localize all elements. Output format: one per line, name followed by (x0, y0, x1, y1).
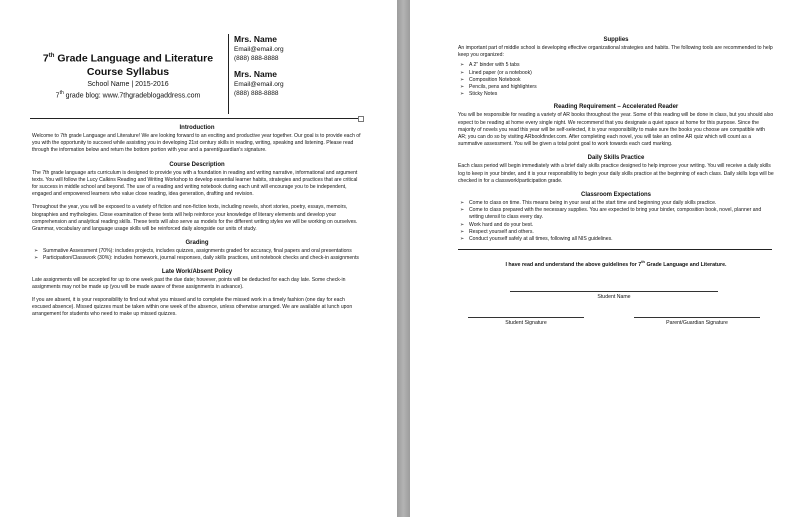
syllabus-header (28, 50, 228, 100)
reading-requirement-heading: Reading Requirement – Accelerated Reader (553, 104, 679, 111)
left-body (32, 124, 362, 325)
arrow-bullet-icon: ➢ (460, 236, 465, 243)
teacher-contact (234, 69, 354, 98)
parent-signature-label: Parent/Guardian Signature (666, 320, 728, 327)
expectations-list (458, 200, 774, 243)
list-item: ➢ Composition Notebook (460, 76, 521, 83)
student-signature-line[interactable] (468, 317, 584, 318)
arrow-bullet-icon: ➢ (460, 91, 465, 98)
header-rule (30, 118, 362, 119)
list-item: ➢ Come to class on time. This means being in your seat at the start time and beginning your daily skills practice. (460, 200, 717, 207)
list-item: ➢ Pencils, pens and highlighters (460, 84, 537, 91)
list-item: ➢ Respect yourself and others. (460, 228, 534, 235)
course-description-heading: Course Description (169, 161, 225, 168)
teacher-email: Email@email.org (234, 81, 284, 88)
signature-area (458, 291, 774, 371)
list-item: ➢ A 2" binder with 5 tabs (460, 62, 520, 69)
supplies-paragraph: An important part of middle school is developing effective organizational strategies and habits. The following tools are recommended to help keep you organized: (458, 45, 773, 59)
header-divider (228, 34, 229, 114)
arrow-bullet-icon: ➢ (460, 200, 465, 207)
course-subtitle: Course Syllabus (86, 65, 170, 78)
arrow-bullet-icon: ➢ (460, 76, 465, 83)
list-item: ➢ Lined paper (or a notebook) (460, 69, 532, 76)
list-item: ➢ Work hard and do your best. (460, 221, 534, 228)
page-gutter (397, 0, 410, 517)
parent-signature-line[interactable] (634, 317, 760, 318)
teacher-contacts (234, 34, 354, 104)
agreement-statement: I have read and understand the above guidelines for 7th Grade Language and Literature. (505, 259, 727, 269)
teacher-phone: (888) 888-8888 (234, 90, 279, 97)
page-2 (410, 0, 812, 517)
right-body (458, 36, 774, 371)
list-item: ➢ Come to class prepared with the necessary supplies. You are expected to bring your binder, composition book, novel, planner and writing utensil to class every day. (460, 207, 762, 221)
absent-paragraph: If you are absent, it is your responsibility to find out what you missed and to complete the missed work in a timely fashion (one day for each excused absence). Missed quizzes must be taken within one week of the absence, unless otherwise arranged. We are available at lunch upon arrangement for students who need to make up missed quizzes. (32, 297, 353, 318)
course-title: 7th Grade Language and Literature (42, 52, 214, 65)
list-item: ➢ Conduct yourself safely at all times, following all NIS guidelines. (460, 236, 613, 243)
student-signature-label: Student Signature (505, 320, 547, 327)
arrow-bullet-icon: ➢ (460, 207, 465, 214)
course-description-paragraph: The 7th grade language arts curriculum is designed to provide you with a foundation in reading and writing narrative, informational and argument texts. You will follow the Lucy Calkins Reading and Writing Workshop to develop essential learner habits, strategies and practices that are critical for success in middle school and beyond. The use of a reading and writing notebook during each unit will encourage you to be independent, engaged and empowered learners who value close reading, idea generation, drafting and revision. (32, 169, 358, 198)
grading-heading: Grading (185, 240, 209, 247)
intro-paragraph: Welcome to 7th grade Language and Literature! We are looking forward to an exciting and productive year together. Our goal is to provide each of you with the opportunity to succeed while assisting you in developing 21st century skills in reading, writing, speaking and listening. Please read through the information below and return the bottom portion with your and a parent/guardian's signature. (32, 133, 361, 154)
arrow-bullet-icon: ➢ (34, 248, 39, 255)
daily-skills-heading: Daily Skills Practice (587, 155, 645, 162)
arrow-bullet-icon: ➢ (34, 255, 39, 262)
teacher-name: Mrs. Name (234, 69, 277, 79)
arrow-bullet-icon: ➢ (460, 69, 465, 76)
teacher-phone: (888) 888-8888 (234, 55, 279, 62)
teacher-email: Email@email.org (234, 46, 284, 53)
grading-list (32, 248, 362, 262)
daily-skills-paragraph: Each class period will begin immediately with a brief daily skills practice designed to help improve your writing. You will receive a daily skills log to keep in your binder, and it is your responsibility to begin your daily skills practice at the beginning of each class. Daily skills logs will be checked in for a classwork/participation grade. (458, 163, 774, 184)
arrow-bullet-icon: ➢ (460, 221, 465, 228)
late-work-paragraph: Late assignments will be accepted for up to one week past the due date; however, points will be deducted for each day late. Some check-in assignments may not be made up (you will be made aware of these assignments in advance). (32, 276, 346, 290)
teacher-name: Mrs. Name (234, 34, 277, 44)
expectations-heading: Classroom Expectations (580, 192, 652, 199)
arrow-bullet-icon: ➢ (460, 62, 465, 69)
page-1 (0, 0, 397, 517)
list-item: ➢ Summative Assessment (70%): includes projects, includes quizzes, assignments graded for accuracy, final papers and oral presentations (34, 248, 352, 255)
signature-section-rule (458, 249, 772, 250)
arrow-bullet-icon: ➢ (460, 84, 465, 91)
intro-heading: Introduction (179, 125, 215, 131)
student-name-label: Student Name (597, 294, 631, 301)
teacher-contact (234, 34, 354, 63)
course-description-paragraph: Throughout the year, you will be exposed to a variety of fiction and non-fiction texts, including novels, short stories, poetry, essays, memoirs, biographies and mythologies. Close examination of these texts will help reinforce your knowledge of literary elements and develop your comprehension and analytical reading skills. These texts will also serve as models for the different writing styles we will be working on ourselves. Grammar, vocabulary and language usage skills will be reinforced daily alongside our units of study. (32, 204, 358, 233)
school-line: School Name | 2015-2016 (87, 80, 169, 88)
arrow-bullet-icon: ➢ (460, 228, 465, 235)
late-work-heading: Late Work/Absent Policy (161, 268, 233, 275)
list-item: ➢ Participation/Classwork (30%): includes homework, journal responses, daily skills practices, unit notebook checks and check-in assignments (34, 255, 359, 262)
supplies-heading: Supplies (603, 37, 629, 43)
reading-requirement-paragraph: You will be responsible for reading a variety of AR books throughout the year. Some of this reading will be done in class, but you should also expect to be reading at home every single night. We recommend that you designate a quiet space at home for this purpose. Since the majority of novels you read this year will be self-selected, it is your responsibility to make sure the books you choose are compatible with AR; you can do so by visiting ARbookfinder.com. After completing each novel, you will take an online AR quiz which will count as a summative assessment. You will be given a total point goal to work towards each card marking. (458, 112, 774, 148)
table-resize-handle[interactable] (358, 116, 364, 122)
blog-line: 7th grade blog: www.7thgradeblogaddress.com (55, 89, 201, 99)
student-name-line[interactable] (510, 291, 718, 292)
list-item: ➢ Sticky Notes (460, 91, 498, 98)
supplies-list (458, 62, 774, 98)
